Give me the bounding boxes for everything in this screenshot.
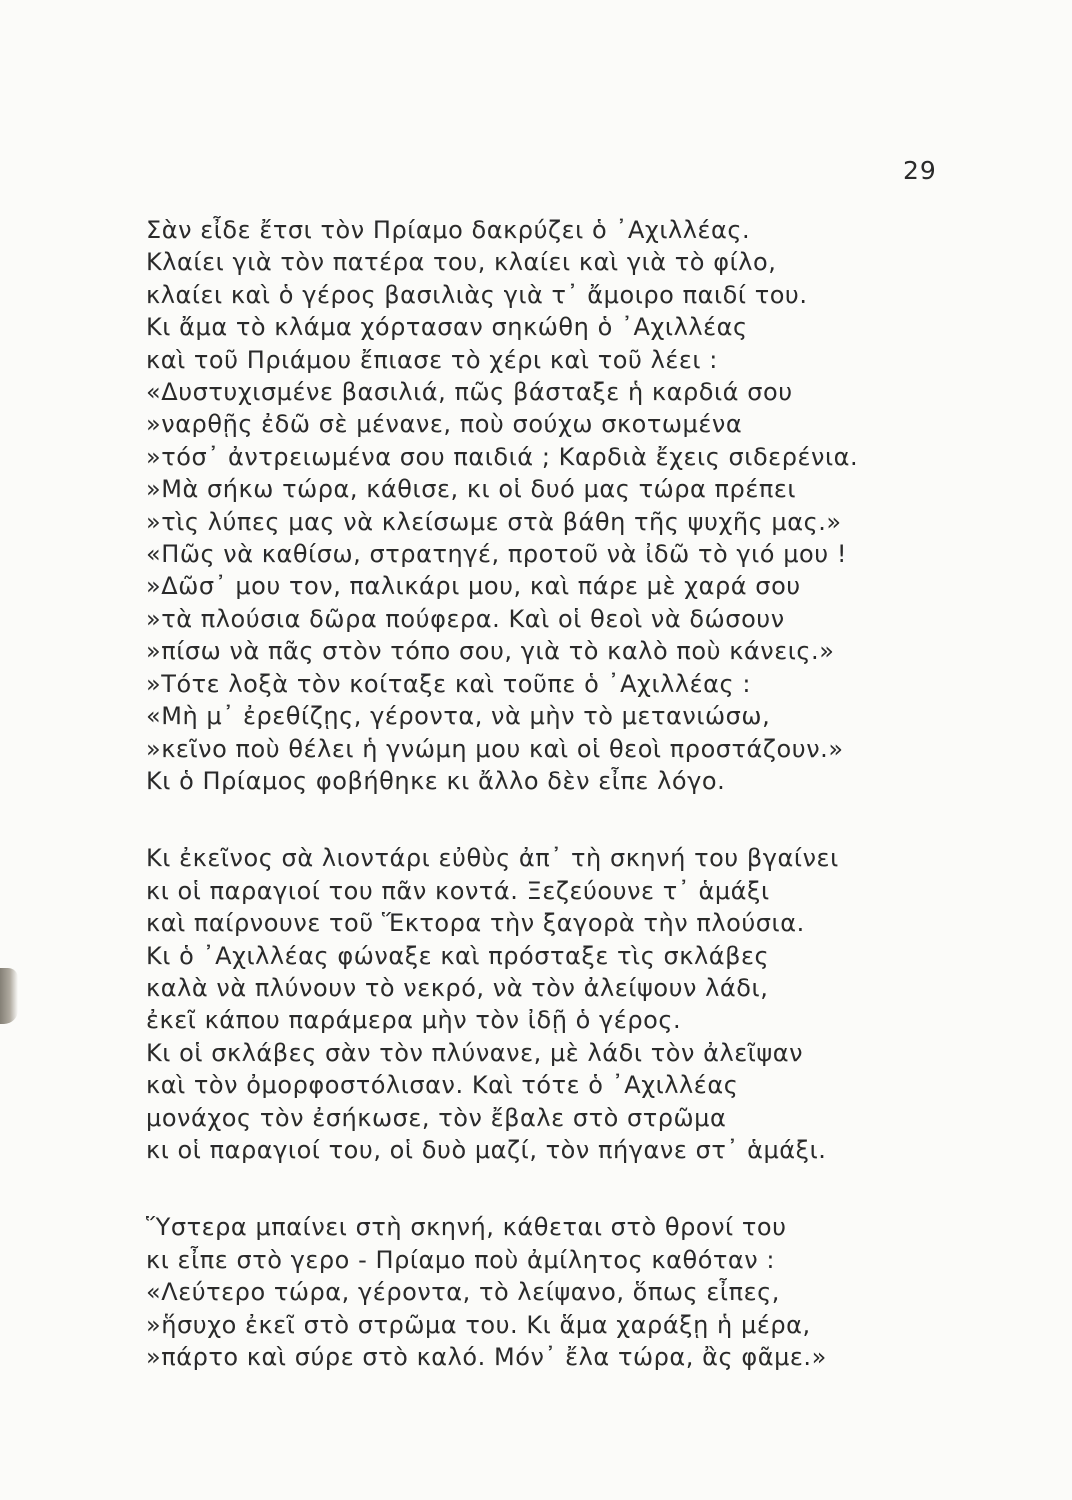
poem-line: Ὕστερα μπαίνει στὴ σκηνή, κάθεται στὸ θρονί του bbox=[146, 1213, 787, 1242]
stanza-1 bbox=[146, 214, 1026, 797]
poem-line: Κλαίει γιὰ τὸν πατέρα του, κλαίει καὶ γιὰ τὸ φίλο, bbox=[146, 248, 777, 277]
stanza-2 bbox=[146, 842, 1026, 1166]
stanza-break bbox=[146, 1166, 1026, 1211]
poem-line: καὶ τὸν ὀμορφοστόλισαν. Καὶ τότε ὁ ᾿Αχιλλέας bbox=[146, 1071, 739, 1100]
poem-body bbox=[146, 214, 1026, 1373]
page-number: 29 bbox=[903, 156, 937, 185]
poem-line: »τὰ πλούσια δῶρα πούφερα. Καὶ οἱ θεοὶ νὰ δώσουν bbox=[146, 604, 785, 633]
poem-line: Κι οἱ σκλάβες σὰν τὸν πλύνανε, μὲ λάδι τὸν ἀλεῖψαν bbox=[146, 1038, 804, 1067]
poem-line: »Μὰ σήκω τώρα, κάθισε, κι οἱ δυό μας τώρα πρέπει bbox=[146, 475, 797, 504]
poem-line: »τὶς λύπες μας νὰ κλείσωμε στὰ βάθη τῆς ψυχῆς μας.» bbox=[146, 507, 842, 536]
poem-line: καλὰ νὰ πλύνουν τὸ νεκρό, νὰ τὸν ἀλείψουν λάδι, bbox=[146, 973, 769, 1002]
poem-line: κι εἶπε στὸ γερο - Πρίαμο ποὺ ἀμίλητος καθόταν : bbox=[146, 1245, 776, 1274]
poem-line: «Λεύτερο τώρα, γέροντα, τὸ λείψανο, ὅπως εἶπες, bbox=[146, 1278, 780, 1307]
poem-line: «Πῶς νὰ καθίσω, στρατηγέ, προτοῦ νὰ ἰδῶ τὸ γιό μου ! bbox=[146, 540, 848, 569]
poem-line: κλαίει καὶ ὁ γέρος βασιλιὰς γιὰ τ᾿ ἄμοιρο παιδί του. bbox=[146, 280, 808, 309]
poem-line: Κι ἄμα τὸ κλάμα χόρτασαν σηκώθη ὁ ᾿Αχιλλέας bbox=[146, 313, 748, 342]
stanza-3 bbox=[146, 1211, 1026, 1373]
poem-line: ἐκεῖ κάπου παράμερα μὴν τὸν ἰδῇ ὁ γέρος. bbox=[146, 1006, 682, 1035]
poem-line: »τόσ᾿ ἀντρειωμένα σου παιδιά ; Καρδιὰ ἔχεις σιδερένια. bbox=[146, 442, 859, 471]
poem-line: »ἥσυχο ἐκεῖ στὸ στρῶμα του. Κι ἅμα χαράξῃ ἡ μέρα, bbox=[146, 1310, 811, 1339]
poem-line: κι οἱ παραγιοί του, οἱ δυὸ μαζί, τὸν πήγανε στ᾿ ἁμάξι. bbox=[146, 1135, 827, 1164]
poem-line: κι οἱ παραγιοί του πᾶν κοντά. Ξεζεύουνε τ᾿ ἁμάξι bbox=[146, 876, 770, 905]
poem-line: Κι ὁ ᾿Αχιλλέας φώναξε καὶ πρόσταξε τὶς σκλάβες bbox=[146, 941, 770, 970]
poem-line: μονάχος τὸν ἐσήκωσε, τὸν ἔβαλε στὸ στρῶμα bbox=[146, 1103, 727, 1132]
poem-line: καὶ παίρνουνε τοῦ Ἕκτορα τὴν ξαγορὰ τὴν πλούσια. bbox=[146, 909, 805, 938]
poem-line: Κι ὁ Πρίαμος φοβήθηκε κι ἄλλο δὲν εἶπε λόγο. bbox=[146, 766, 726, 795]
poem-line: »ναρθῇς ἐδῶ σὲ μένανε, ποὺ σούχω σκοτωμένα bbox=[146, 410, 743, 439]
stanza-break bbox=[146, 797, 1026, 842]
poem-line: Σὰν εἶδε ἔτσι τὸν Πρίαμο δακρύζει ὁ ᾿Αχιλλέας. bbox=[146, 216, 751, 244]
poem-line: »Δῶσ᾿ μου τον, παλικάρι μου, καὶ πάρε μὲ χαρά σου bbox=[146, 572, 801, 601]
poem-line: «Μὴ μ᾿ ἐρεθίζῃς, γέροντα, νὰ μὴν τὸ μετανιώσω, bbox=[146, 702, 771, 731]
poem-line: Κι ἐκεῖνος σὰ λιοντάρι εὐθὺς ἀπ᾿ τὴ σκηνή του βγαίνει bbox=[146, 844, 839, 873]
poem-line: »πίσω νὰ πᾶς στὸν τόπο σου, γιὰ τὸ καλὸ ποὺ κάνεις.» bbox=[146, 637, 835, 666]
poem-line: »Τότε λοξὰ τὸν κοίταξε καὶ τοῦπε ὁ ᾿Αχιλλέας : bbox=[146, 669, 751, 698]
poem-line: »πάρτο καὶ σύρε στὸ καλό. Μόν᾿ ἔλα τώρα, ἂς φᾶμε.» bbox=[146, 1343, 827, 1371]
poem-line: «Δυστυχισμένε βασιλιά, πῶς βάσταξε ἡ καρδιά σου bbox=[146, 378, 793, 407]
poem-line: »κεῖνο ποὺ θέλει ἡ γνώμη μου καὶ οἱ θεοὶ προστάζουν.» bbox=[146, 734, 844, 763]
page-edge-mark bbox=[0, 968, 18, 1024]
poem-line: καὶ τοῦ Πριάμου ἔπιασε τὸ χέρι καὶ τοῦ λέει : bbox=[146, 345, 718, 374]
